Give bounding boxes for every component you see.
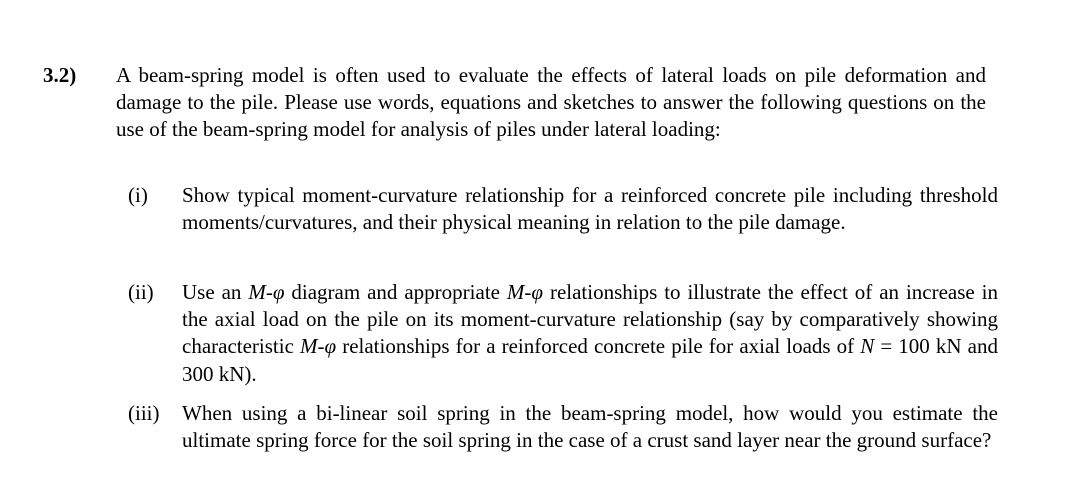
- text-segment: diagram and appropriate: [284, 280, 507, 304]
- question-part-i: [128, 182, 998, 236]
- math-symbol: N: [860, 334, 875, 359]
- part-label: (i): [128, 183, 148, 207]
- part-text: Show typical moment-curvature relationship for a reinforced concrete pile including threshold moments/curvatures, and their physical meaning in relation to the pile damage.: [182, 183, 998, 235]
- question-part-ii: [128, 279, 998, 388]
- question-part-iii: [128, 400, 998, 454]
- text-segment: = 100 kN and 300 kN).: [182, 334, 998, 386]
- question-intro: A beam-spring model is often used to evaluate the effects of lateral loads on pile deformation and damage to the pile. Please use words, equations and sketches to answer the following questions on the use of the beam-spring model for analysis of piles under lateral loading:: [116, 63, 986, 142]
- part-text: When using a bi-linear soil spring in the beam-spring model, how would you estimate the ultimate spring force for the soil spring in the case of a crust sand layer near the ground surface?: [182, 401, 998, 453]
- text-segment: Use an: [182, 280, 249, 304]
- math-symbol: M-φ: [248, 280, 285, 304]
- part-label: (iii): [128, 401, 160, 425]
- text-segment: relationships for a reinforced concrete pile for axial loads of: [336, 334, 861, 359]
- part-text: [182, 279, 998, 388]
- question-number: 3.2): [43, 63, 77, 87]
- part-label: (ii): [128, 280, 154, 304]
- text-segment: relationships to illustrate the effect of an increase in the axial load on the pile on its moment-curvature relationship (say by comparatively showing characteristic: [182, 280, 999, 359]
- math-symbol: M-φ: [506, 280, 544, 304]
- math-symbol: M-φ: [300, 334, 337, 359]
